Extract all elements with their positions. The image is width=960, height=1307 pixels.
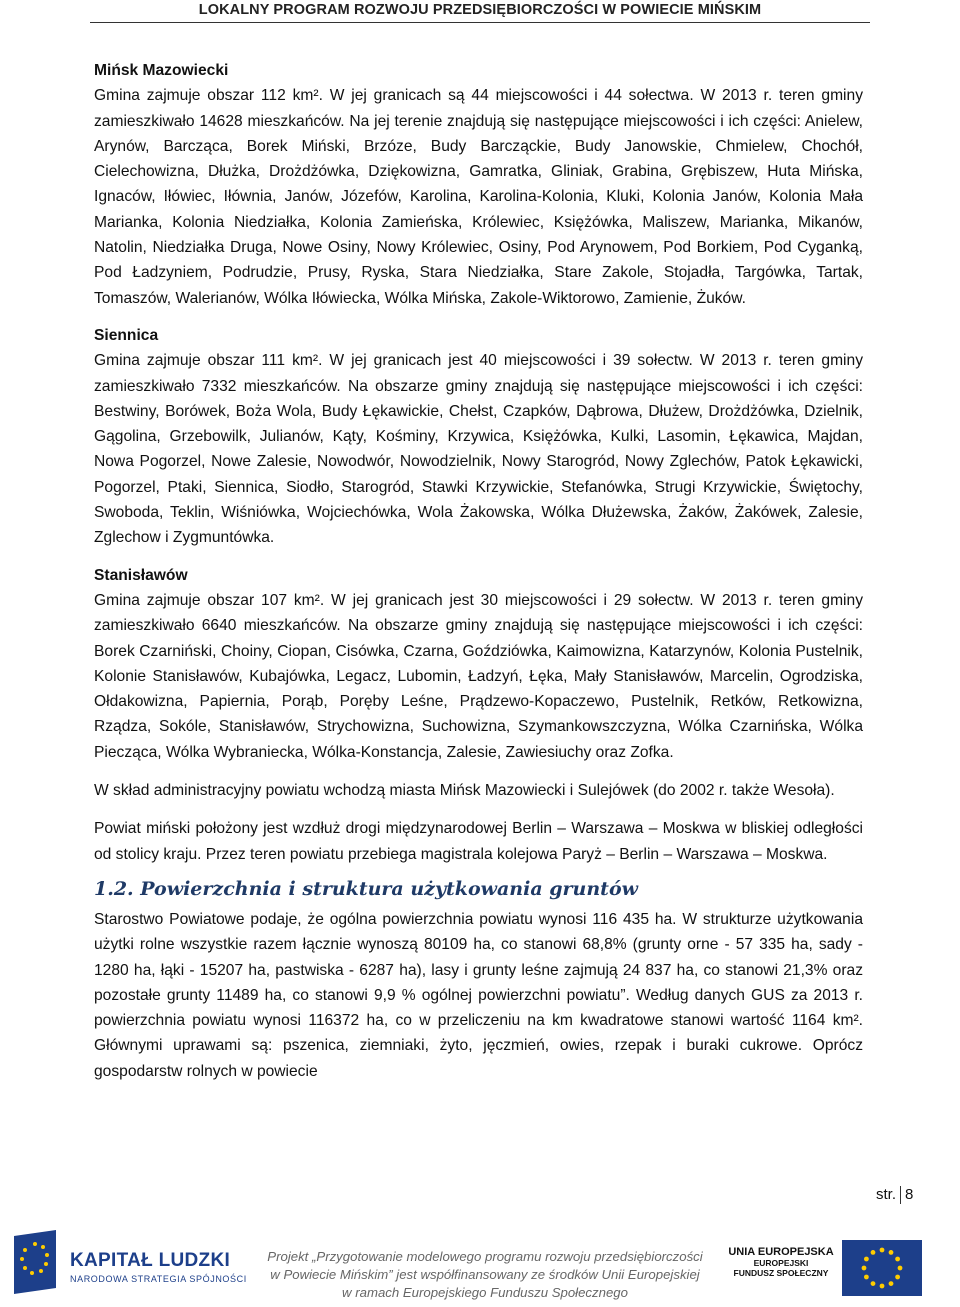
document-body: [94, 58, 863, 1084]
ue-line-1: EUROPEJSKI: [753, 1258, 809, 1268]
header-title: LOKALNY PROGRAM ROZWOJU PRZEDSIĘBIORCZOŚCI W POWIECIE MIŃSKIM: [198, 2, 762, 18]
logo-subtitle: NARODOWA STRATEGIA SPÓJNOŚCI: [70, 1274, 247, 1284]
subsection-heading: 1.2. Powierzchnia i struktura użytkowania gruntów: [94, 877, 638, 900]
eu-stars-flag-icon: [842, 1240, 922, 1296]
ue-line-2: FUNDUSZ SPOŁECZNY: [733, 1268, 829, 1278]
page-number: [876, 1183, 936, 1207]
footer-line-1: Projekt „Przygotowanie modelowego programu rozwoju przedsiębiorczości: [267, 1249, 703, 1264]
footer-line-3: w ramach Europejskiego Funduszu Społecznego: [342, 1285, 628, 1300]
location-paragraph: Powiat miński położony jest wzdłuż drogi międzynarodowej Berlin – Warszawa – Moskwa w bliskiej odległości od stolicy kraju. Przez teren powiatu przebiega magistrala kolejowa Paryż – Berlin – Warszawa – Moskwa.: [94, 820, 863, 863]
page-header: [90, 0, 870, 23]
logo-title: KAPITAŁ LUDZKI: [70, 1250, 231, 1271]
ue-title: UNIA EUROPEJSKA: [728, 1246, 834, 1258]
admin-paragraph: W skład administracyjny powiatu wchodzą miasta Mińsk Mazowiecki i Sulejówek (do 2002 r. także Wesoła).: [94, 782, 835, 800]
footer-line-2: w Powiecie Mińskim” jest współfinansowany ze środków Unii Europejskiej: [270, 1267, 700, 1282]
footer-project-text: [250, 1248, 720, 1302]
section-title-minsk: Mińsk Mazowiecki: [94, 62, 229, 79]
section-text-minsk: Gmina zajmuje obszar 112 km². W jej granicach są 44 miejscowości i 44 sołectwa. W 2013 r. teren gminy zamieszkiwało 14628 mieszkańców. Na jej terenie znajdują się następujące miejscowości i ich części: Anielew, Arynów, Barcząca, Borek Miński, Brzóze, Budy Barcząckie, Budy Janowskie, Chmielew, Chochół, Cielechowizna, Dłużka, Drożdżówka, Dziękowizna, Gamratka, Gliniak, Grabina, Grębiszew, Huta Mińska, Ignaców, Iłówiec, Iłównia, Janów, Józefów, Karolina, Karolina-Kolonia, Kluki, Kolonia Janów, Kolonia Mała Marianka, Kolonia Niedziałka, Kolonia Zamieńska, Królewiec, Księżówka, Maliszew, Marianka, Mikanów, Natolin, Niedziałka Druga, Nowe Osiny, Nowy Królewiec, Osiny, Pod Arynowem, Pod Borkiem, Pod Cyganką, Pod Ładzyniem, Podrudzie, Prusy, Ryska, Stara Niedziałka, Stare Zakole, Stojadła, Targówka, Tartak, Tomaszów, Walerianów, Wólka Iłówiecka, Wólka Mińska, Zakole-Wiktorowo, Zamienie, Żuków.: [94, 87, 863, 307]
kapital-ludzki-logo: [70, 1250, 250, 1300]
ue-label: [726, 1246, 836, 1278]
section-text-stanislawow: Gmina zajmuje obszar 107 km². W jej granicach jest 30 miejscowości i 29 sołectw. W 2013 r. teren gminy zamieszkiwało 6640 mieszkańców. Na obszarze gminy znajdują się następujące miejscowości i ich części: Borek Czarniński, Choiny, Ciopan, Cisówka, Czarna, Goździówka, Kaimowizna, Katarzynów, Kolonia Pustelnik, Kolonie Stanisławów, Kubajówka, Legacz, Lubomin, Ładzyń, Łęka, Mały Stanisławów, Marcelin, Ogrodziska, Ołdakowizna, Papiernia, Porąb, Poręby Leśne, Prądzewo-Kopaczewo, Pustelnik, Retków, Retkowizna, Rządza, Sokóle, Stanisławów, Strychowizna, Suchowizna, Szymankowszczyzna, Wólka Czarnińska, Wólka Piecząca, Wólka Wybraniecka, Wólka-Konstancja, Zalesie, Zawiesiuchy oraz Zofka.: [94, 591, 863, 761]
page-number-label: str.: [876, 1186, 897, 1203]
page-number-value: 8: [905, 1186, 914, 1203]
section-title-siennica: Siennica: [94, 326, 159, 344]
subsection-text: Starostwo Powiatowe podaje, że ogólna powierzchnia powiatu wynosi 116 435 ha. W strukturze użytkowania użytki rolne wszystkie razem łącznie wynoszą 80109 ha, co stanowi 68,8% (grunty orne - 57 335 ha, sady - 1280 ha, łąki - 15207 ha, pastwiska - 6287 ha), lasy i grunty leśne zajmują 24 837 ha, co stanowi 21,3% oraz pozostałe grunty 11489 ha, co stanowi 9,9 % ogólnej powierzchni powiatu”. Według danych GUS za 2013 r. powierzchnia powiatu wynosi 116372 ha, co w przeliczeniu na km kwadratowe stanowi wartość 1164 km². Głównymi uprawami są: pszenica, ziemniaki, żyto, jęczmień, owies, rzepak i buraki cukrowe. Oprócz gospodarstw rolnych w powiecie: [94, 910, 863, 1080]
page-footer: [0, 1220, 960, 1307]
eu-flag-icon: [10, 1228, 60, 1298]
section-title-stanislawow: Stanisławów: [94, 566, 188, 584]
section-text-siennica: Gmina zajmuje obszar 111 km². W jej granicach jest 40 miejscowości i 39 sołectw. W 2013 r. teren gminy zamieszkiwało 7332 mieszkańców. Na obszarze gminy znajdują się następujące miejscowości i ich części: Bestwiny, Borówek, Boża Wola, Budy Łękawickie, Chełst, Czapków, Dąbrowa, Dłużew, Drożdżówka, Dzielnik, Gągolina, Grzebowilk, Julianów, Kąty, Kośminy, Krzywica, Księżówka, Kulki, Lasomin, Łękawica, Majdan, Nowa Pogorzel, Nowe Zalesie, Nowodwór, Nowodzielnik, Nowy Starogród, Nowy Zglechów, Patok Łękawicki, Pogorzel, Ptaki, Siennica, Siodło, Starogród, Stawki Krzywickie, Stefanówka, Strugi Krzywickie, Świętochy, Swoboda, Teklin, Wiśniówka, Wojciechówka, Wola Żakowska, Wólka Dłużewska, Żaków, Żakówek, Zalesie, Zglechow i Zygmuntówka.: [94, 352, 863, 547]
